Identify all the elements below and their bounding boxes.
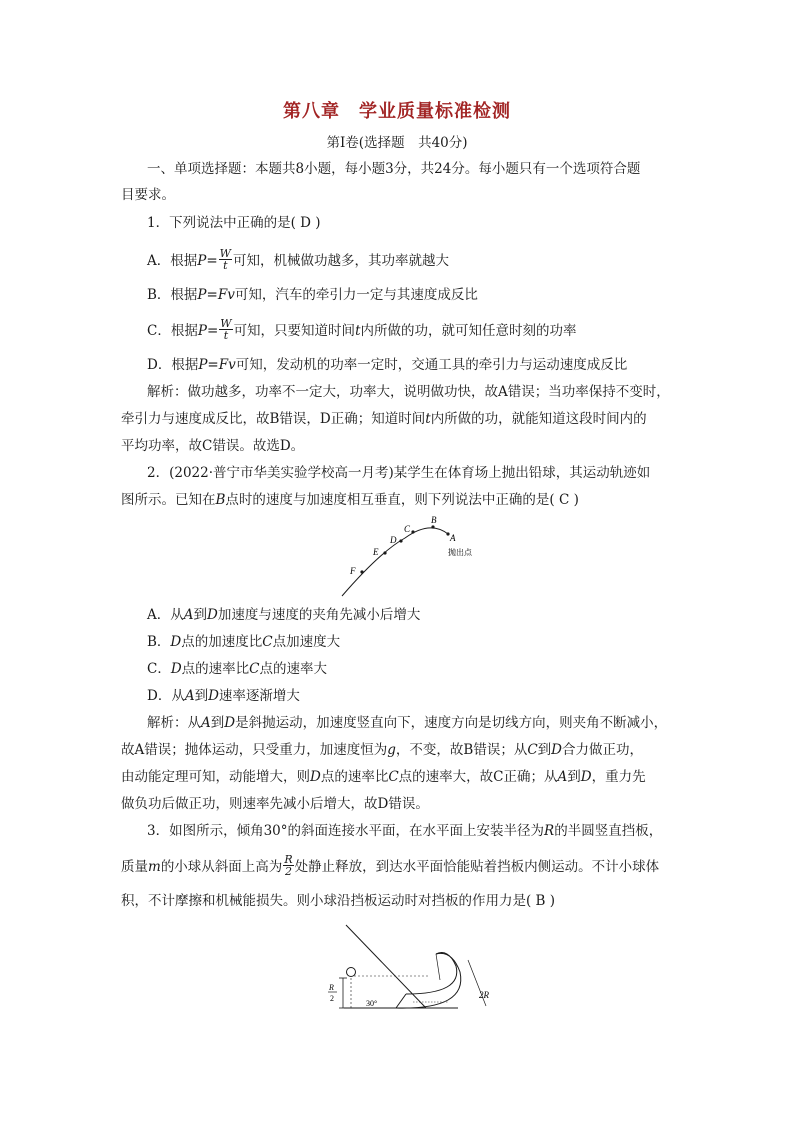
point-b-dot	[431, 525, 434, 528]
q2-solution-line4: 做负功后做正功，则速率先减小后增大，故D错误。	[121, 796, 429, 812]
incline-baffle-figure	[318, 920, 508, 1015]
q2-option-a: A．从A到D加速度与速度的夹角先减小后增大	[147, 607, 421, 623]
label-e: E	[373, 547, 379, 557]
angle-label: 30°	[366, 999, 378, 1008]
section-intro-line2: 目要求。	[121, 187, 175, 203]
baffle-outer-bottom	[396, 953, 461, 1008]
q3-stem-line2: 质量m的小球从斜面上高为 $\frac{R}{2}$ 处静止释放，到达水平面恰能贴着挡板内侧运动。不计小球体	[121, 853, 660, 878]
q2-solution-line1: 解析：从A到D是斜抛运动，加速度竖直向下，速度方向是切线方向，则夹角不断减小，	[147, 715, 668, 731]
q1-option-d: D．根据P=Fv可知，发动机的功率一定时，交通工具的牵引力与运动速度成反比	[147, 357, 628, 373]
q3-stem-line3: 积，不计摩擦和机械能损失。则小球沿挡板运动时对挡板的作用力是( B )	[121, 893, 556, 909]
point-e-dot	[383, 551, 386, 554]
q1-option-b: B．根据P=Fv可知，汽车的牵引力一定与其速度成反比	[147, 287, 478, 303]
shot-put-trajectory-figure	[330, 512, 490, 598]
q1-a-fraction: $\frac{W}{t}$	[219, 247, 231, 272]
q2-option-b: B．D点的加速度比C点加速度大	[147, 634, 341, 650]
point-c-dot	[411, 530, 414, 533]
q2-option-d: D．从A到D速率逐渐增大	[147, 688, 300, 704]
page-title: 第八章 学业质量标准检测	[283, 101, 511, 122]
height-label-den: 2	[330, 994, 334, 1003]
point-d-dot	[399, 539, 402, 542]
label-d: D	[390, 535, 397, 545]
q1-stem: 1．下列说法中正确的是( D )	[147, 215, 321, 231]
baffle-outer-top	[406, 953, 457, 995]
q3-stem-line1: 3．如图所示，倾角30°的斜面连接水平面，在水平面上安装半径为R的半圆竖直挡板，	[147, 823, 663, 839]
label-a: A	[450, 533, 456, 543]
height-label-num: R	[329, 983, 334, 992]
width-label: 2R	[479, 990, 489, 1000]
q1-option-c: C．根据P= $\frac{W}{t}$ 可知，只要知道时间t内所做的功，就可知任意时刻的功率	[147, 317, 577, 342]
point-f-dot	[360, 570, 363, 573]
q2-stem-line2: 图所示。已知在B点时的速度与加速度相互垂直，则下列说法中正确的是( C )	[121, 492, 579, 508]
section-subtitle: 第Ⅰ卷(选择题 共40分)	[326, 135, 468, 151]
q1-c-fraction: $\frac{W}{t}$	[220, 317, 232, 342]
q2-solution-line2: 故A错误；抛体运动，只受重力，加速度恒为g，不变，故B错误；从C到D合力做正功，	[121, 742, 643, 758]
q1-solution-line3: 平均功率，故C错误。故选D。	[121, 438, 305, 454]
q3-height-fraction: $\frac{R}{2}$	[284, 853, 293, 878]
q2-solution-line3: 由动能定理可知，动能增大，则D点的速率比C点的速率大，故C正确；从A到D，重力先	[121, 769, 646, 785]
q2-option-c: C．D点的速率比C点的速率大	[147, 661, 328, 677]
ball	[347, 968, 356, 977]
incline-slope-line	[346, 925, 426, 1008]
q2-stem-line1: 2．(2022·普宁市华美实验学校高一月考)某学生在体育场上抛出铅球，其运动轨迹如	[147, 465, 651, 481]
label-b: B	[431, 515, 437, 525]
label-f: F	[350, 566, 356, 576]
q1-solution-line1: 解析：做功越多，功率不一定大，功率大，说明做功快，故A错误；当功率保持不变时，	[147, 384, 670, 400]
q1-option-a: A．根据P= $\frac{W}{t}$ 可知，机械做功越多，其功率就越大	[147, 247, 449, 272]
label-c: C	[404, 524, 411, 534]
q1-solution-line2: 牵引力与速度成反比，故B错误，D正确；知道时间t内所做的功，就能知道这段时间内的	[121, 411, 647, 427]
label-throw-point: 抛出点	[448, 548, 472, 557]
section-intro-line1: 一、单项选择题：本题共8小题，每小题3分，共24分。每小题只有一个选项符合题	[147, 161, 641, 177]
